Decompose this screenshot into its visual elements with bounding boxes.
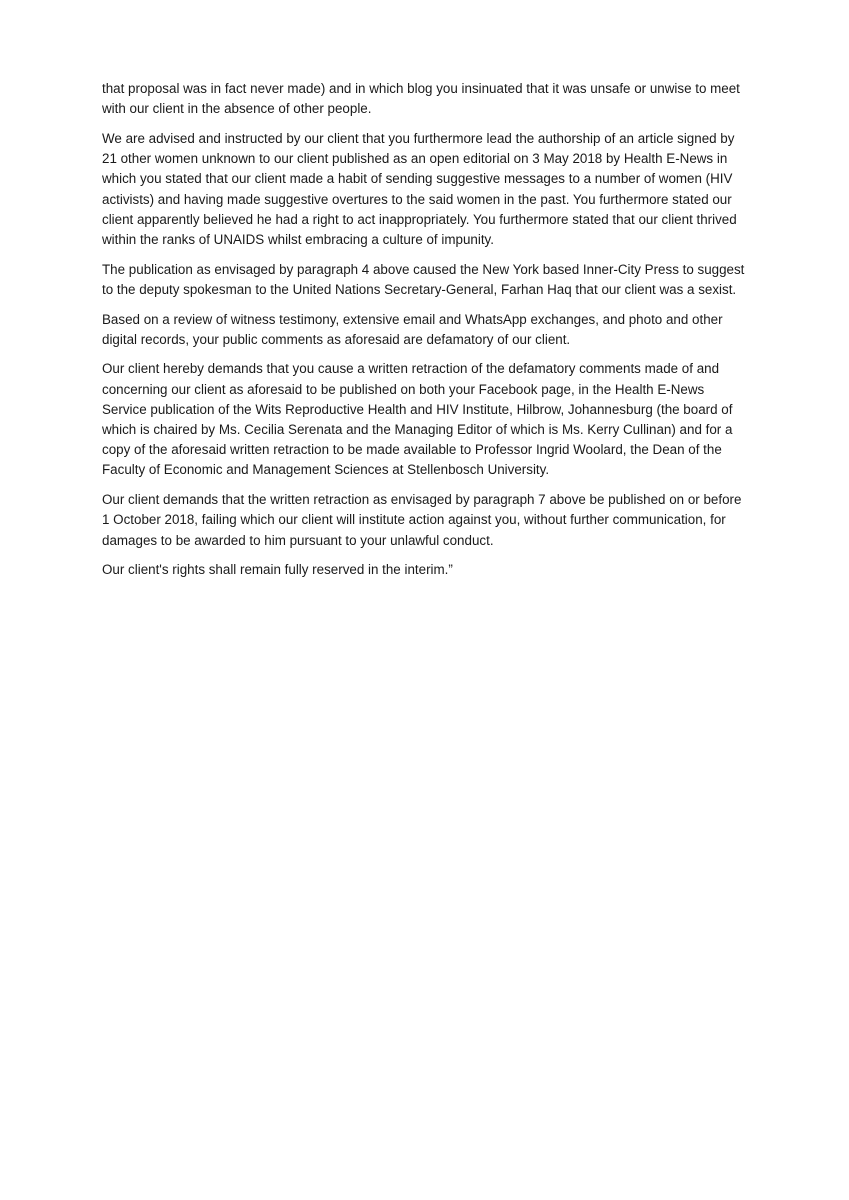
paragraph-7: Our client's rights shall remain fully reserved in the interim.” (102, 562, 453, 578)
paragraph-5: Our client hereby demands that you cause a written retraction of the defamatory comments made of and concerning our client as aforesaid to be published on both your Facebook page, in the Health E-News Service publication of the Wits Reproductive Health and HIV Institute, Hilbrow, Johannesburg (the board of which is chaired by Ms. Cecilia Serenata and the Managing Editor of which is Ms. Kerry Cullinan) and for a copy of the aforesaid written retraction to be made available to Professor Ingrid Woolard, the Dean of the Faculty of Economic and Management Sciences at Stellenbosch University. (102, 361, 733, 478)
document-body (102, 79, 750, 590)
paragraph-1: that proposal was in fact never made) and in which blog you insinuated that it was unsafe or unwise to meet with our client in the absence of other people. (102, 81, 740, 117)
paragraph-3: The publication as envisaged by paragraph 4 above caused the New York based Inner-City Press to suggest to the deputy spokesman to the United Nations Secretary-General, Farhan Haq that our client was a sexist. (102, 261, 745, 297)
paragraph-2: We are advised and instructed by our client that you furthermore lead the authorship of an article signed by 21 other women unknown to our client published as an open editorial on 3 May 2018 by Health E-News in which you stated that our client made a habit of sending suggestive messages to a number of women (HIV activists) and having made suggestive overtures to the said women in the past. You furthermore stated our client apparently believed he had a right to act inappropriately. You furthermore stated that our client thrived within the ranks of UNAIDS whilst embracing a culture of impunity. (102, 130, 737, 247)
paragraph-4: Based on a review of witness testimony, extensive email and WhatsApp exchanges, and photo and other digital records, your public comments as aforesaid are defamatory of our client. (102, 311, 723, 347)
paragraph-6: Our client demands that the written retraction as envisaged by paragraph 7 above be published on or before 1 October 2018, failing which our client will institute action against you, without further communication, for damages to be awarded to him pursuant to your unlawful conduct. (102, 492, 742, 548)
